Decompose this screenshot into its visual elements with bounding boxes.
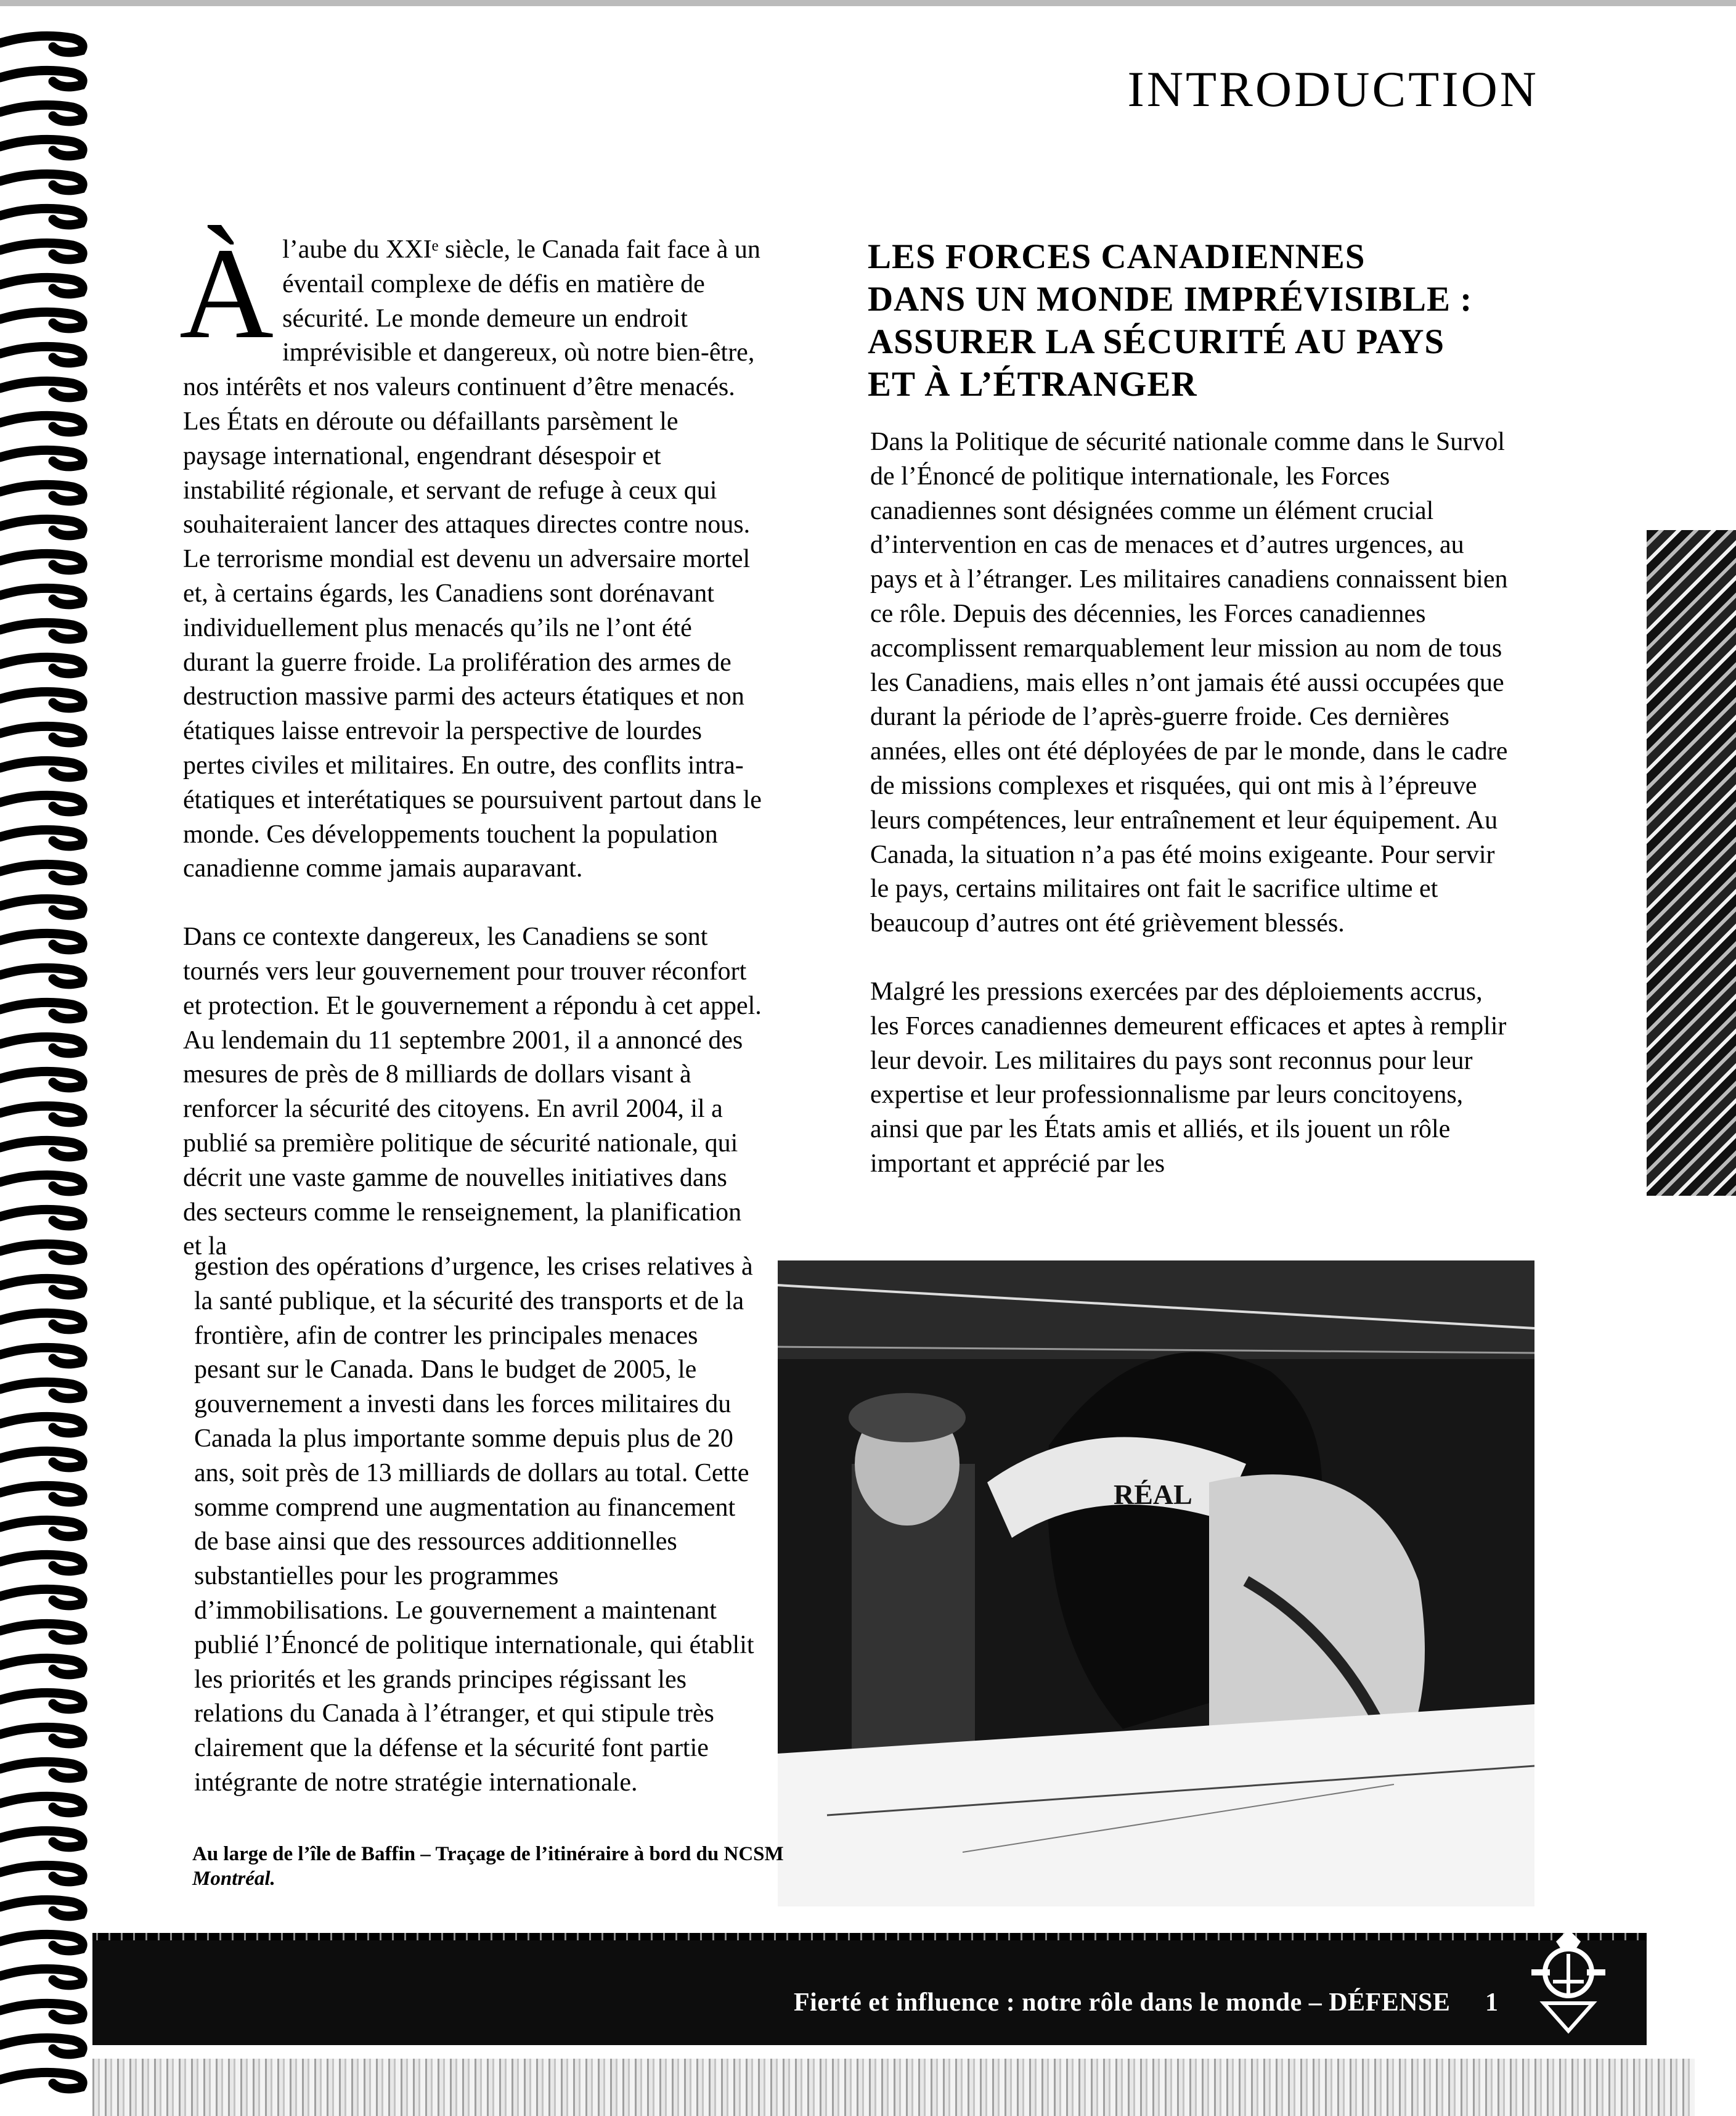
drop-cap: À <box>179 221 274 366</box>
binding-coil <box>0 1278 83 1294</box>
binding-coil <box>0 1485 83 1501</box>
binding-coil <box>0 1658 83 1674</box>
photo-caption <box>192 1842 796 1891</box>
binding-coil <box>0 243 83 259</box>
binding-coil <box>0 174 83 190</box>
binding-coil <box>0 1451 83 1467</box>
binding-coil <box>0 933 83 949</box>
heading-line: LES FORCES CANADIENNES <box>868 237 1366 276</box>
binding-coil <box>0 484 83 500</box>
binding-coil <box>0 623 83 639</box>
binding-coil <box>0 1762 83 1778</box>
binding-coil <box>0 761 83 777</box>
binding-coil <box>0 2072 83 2088</box>
binding-coil <box>0 70 83 86</box>
binding-coil <box>0 1313 83 1329</box>
binding-coil <box>0 1796 83 1812</box>
binding-coil <box>0 105 83 121</box>
adjacent-page-edge <box>1647 530 1736 1196</box>
ship-navigation-photo <box>778 1260 1534 1906</box>
binding-coil <box>0 450 83 466</box>
heading-line: ET À L’ÉTRANGER <box>868 365 1197 404</box>
binding-coil <box>0 2003 83 2019</box>
section-heading <box>868 235 1546 406</box>
top-edge <box>0 0 1736 6</box>
binding-coil <box>0 1244 83 1260</box>
page-margin-right <box>1658 1196 1736 1935</box>
intro-paragraph-text: l’aube du XXIᵉ siècle, le Canada fait face à un éventail complexe de défis en matière de sécurité. Le monde demeure un endroit imprévisible et dangereux, où notre bien-être, nos intérêts et nos valeurs continuent d’être menacés. Les États en déroute ou défaillants parsèment le paysage international, engendrant désespoir et instabilité régionale, et servant de refuge à ceux qui souhaiteraient lancer des attaques directes contre nous. Le terrorisme mondial est devenu un adversaire mortel et, à certains égards, les Canadiens sont dorénavant individuellement plus menacés qu’ils ne l’ont été durant la guerre froide. La prolifération des armes de destruction massive parmi des acteurs étatiques et non étatiques laisse entrevoir la perspective de lourdes pertes civiles et militaires. En outre, des conflits intra-étatiques et interétatiques se poursuivent partout dans le monde. Ces développements touchent la population canadienne comme jamais auparavant. <box>183 235 762 883</box>
caption-ship-name: Montréal. <box>192 1868 275 1890</box>
binding-coil <box>0 1831 83 1847</box>
spiral-binding <box>0 0 92 2116</box>
binding-coil <box>0 208 83 224</box>
binding-coil <box>0 1209 83 1225</box>
binding-coil <box>0 864 83 880</box>
binding-coil <box>0 1520 83 1536</box>
binding-coil <box>0 1106 83 1122</box>
binding-coil <box>0 277 83 293</box>
binding-coil <box>0 36 83 52</box>
binding-coil <box>0 2038 83 2054</box>
footer-scan-strip <box>92 2059 1695 2116</box>
binding-coil <box>0 1900 83 1916</box>
binding-coil <box>0 588 83 604</box>
page-title: INTRODUCTION <box>1127 61 1539 117</box>
left-column-continuation <box>194 1250 762 1800</box>
binding-coil <box>0 657 83 673</box>
binding-coil <box>0 1382 83 1398</box>
binding-coil <box>0 1037 83 1053</box>
binding-coil <box>0 1071 83 1087</box>
binding-coil <box>0 554 83 570</box>
cap-text: RÉAL <box>1114 1479 1192 1510</box>
binding-coil <box>0 968 83 984</box>
binding-coil <box>0 1969 83 1985</box>
binding-coil <box>0 381 83 397</box>
binding-coil <box>0 795 83 811</box>
binding-coil <box>0 830 83 846</box>
binding-coil <box>0 1554 83 1571</box>
binding-coil <box>0 346 83 362</box>
pressures-paragraph: Malgré les pressions exercées par des déploiements accrus, les Forces canadiennes demeurent efficaces et aptes à remplir leur devoir. Les militaires du pays sont reconnus pour leur expertise et leur professionnalisme par leurs concitoyens, ainsi que par les États amis et alliés, et ils jouent un rôle important et apprécié par les <box>870 977 1507 1178</box>
binding-coil <box>0 1727 83 1743</box>
binding-coil <box>0 899 83 915</box>
government-paragraph: gestion des opérations d’urgence, les crises relatives à la santé publique, et la sécurité des transports et de la frontière, afin de contrer les principales menaces pesant sur le Canada. Dans le budget de 2005, le gouvernement a investi dans les forces militaires du Canada la plus importante somme depuis plus de 20 ans, soit près de 13 milliards de dollars au total. Cette somme comprend une augmentation au financement de base ainsi que des ressources additionnelles substantielles pour les programmes d’immobilisations. Le gouvernement a maintenant publié l’Énoncé de politique internationale, qui établit les priorités et les grands principes régissant les relations du Canada à l’étranger, et qui stipule très clairement que la défense et la sécurité font partie intégrante de notre stratégie internationale. <box>194 1252 754 1797</box>
photo-illustration <box>778 1260 1534 1906</box>
binding-coil <box>0 1416 83 1432</box>
binding-coil <box>0 1347 83 1363</box>
heading-line: ASSURER LA SÉCURITÉ AU PAYS <box>868 322 1445 361</box>
right-column <box>870 425 1511 1182</box>
footer-title: Fierté et influence : notre rôle dans le monde – DÉFENSE <box>794 1988 1451 2017</box>
context-paragraph: Dans ce contexte dangereux, les Canadiens se sont tournés vers leur gouvernement pour trouver réconfort et protection. Et le gouvernement a répondu à cet appel. Au lendemain du 11 septembre 2001, il a annoncé des mesures de près de 8 milliards de dollars visant à renforcer la sécurité des citoyens. En avril 2004, il a publié sa première politique de sécurité nationale, qui décrit une vaste gamme de nouvelles initiatives dans des secteurs comme le renseignement, la planification et la <box>183 923 762 1261</box>
forces-paragraph: Dans la Politique de sécurité nationale comme dans le Survol de l’Énoncé de politique internationale, les Forces canadiennes sont désignées comme un élément crucial d’intervention en cas de menaces et d’autres urgences, au pays et à l’étranger. Les militaires canadiens connaissent bien ce rôle. Depuis des décennies, les Forces canadiennes accomplissent remarquablement leur mission au nom de tous les Canadiens, mais elles n’ont jamais été aussi occupées que durant la période de l’après-guerre froide. Ces dernières années, elles ont été déployées de par le monde, dans le cadre de missions complexes et risquées, qui ont mis à l’épreuve leurs compétences, leur entraînement et leur équipement. Au Canada, la situation n’a pas été moins exigeante. Pour servir le pays, certains militaires ont fait le sacrifice ultime et beaucoup d’autres ont été grièvement blessés. <box>870 428 1508 938</box>
binding-coil <box>0 1589 83 1605</box>
binding-coil <box>0 1002 83 1018</box>
heading-line: DANS UN MONDE IMPRÉVISIBLE : <box>868 280 1473 319</box>
dnd-crest-icon <box>1522 1917 1615 2040</box>
binding-coil <box>0 1865 83 1881</box>
caption-text: Au large de l’île de Baffin – Traçage de l’itinéraire à bord du NCSM <box>192 1843 784 1865</box>
binding-coil <box>0 1624 83 1640</box>
binding-coil <box>0 1140 83 1156</box>
binding-coil <box>0 726 83 742</box>
binding-coil <box>0 519 83 535</box>
binding-coil <box>0 312 83 328</box>
binding-coil <box>0 1693 83 1709</box>
binding-coil <box>0 139 83 155</box>
left-column <box>179 221 762 1264</box>
binding-coil <box>0 1934 83 1950</box>
binding-coil <box>0 692 83 708</box>
page-number: 1 <box>1485 1988 1498 2017</box>
binding-coil <box>0 415 83 431</box>
binding-coil <box>0 1175 83 1191</box>
intro-paragraph <box>179 221 762 886</box>
